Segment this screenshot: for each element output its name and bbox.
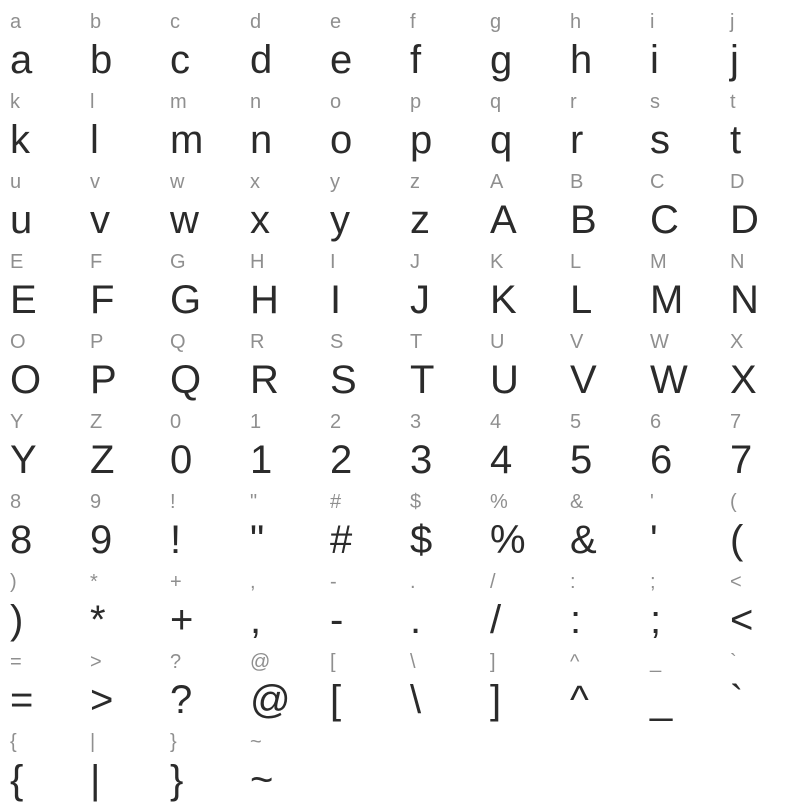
glyph-label: d [250, 11, 262, 33]
glyph-preview: * [90, 598, 106, 642]
glyph-label: [ [330, 651, 336, 673]
glyph-preview: , [250, 598, 262, 642]
glyph-preview: ^ [570, 678, 589, 722]
glyph-cell [410, 560, 490, 640]
glyph-preview: ( [730, 518, 744, 562]
glyph-cell [170, 240, 250, 320]
glyph-cell [570, 640, 650, 720]
glyph-label: h [570, 11, 582, 33]
glyph-label: 6 [650, 411, 662, 433]
glyph-cell [410, 0, 490, 80]
glyph-preview: P [90, 358, 117, 402]
glyph-label: F [90, 251, 103, 273]
glyph-label: R [250, 331, 265, 353]
glyph-preview: ! [170, 518, 182, 562]
glyph-cell [490, 640, 570, 720]
glyph-cell [250, 0, 330, 80]
glyph-preview: j [730, 38, 739, 82]
glyph-cell [330, 240, 410, 320]
glyph-label: 0 [170, 411, 182, 433]
glyph-cell [490, 560, 570, 640]
glyph-preview: T [410, 358, 435, 402]
glyph-preview: ' [650, 518, 658, 562]
glyph-label: v [90, 171, 100, 193]
glyph-cell [410, 240, 490, 320]
glyph-preview: 7 [730, 438, 753, 482]
glyph-cell [170, 80, 250, 160]
glyph-preview: < [730, 598, 754, 642]
glyph-label: , [250, 571, 256, 593]
glyph-preview: \ [410, 678, 422, 722]
glyph-label: A [490, 171, 504, 193]
glyph-preview: N [730, 278, 759, 322]
glyph-label: 5 [570, 411, 582, 433]
glyph-cell [330, 480, 410, 560]
glyph-preview: + [170, 598, 194, 642]
glyph-cell [10, 400, 90, 480]
glyph-label: t [730, 91, 736, 113]
glyph-cell [650, 0, 730, 80]
glyph-label: % [490, 491, 508, 513]
glyph-cell [570, 400, 650, 480]
glyph-preview: L [570, 278, 593, 322]
glyph-cell [90, 240, 170, 320]
glyph-preview: U [490, 358, 519, 402]
glyph-label: ~ [250, 731, 262, 753]
glyph-cell [170, 0, 250, 80]
glyph-preview: f [410, 38, 422, 82]
glyph-preview: i [650, 38, 659, 82]
glyph-label: L [570, 251, 582, 273]
glyph-cell [330, 160, 410, 240]
glyph-cell [250, 720, 330, 800]
glyph-cell [730, 560, 800, 640]
glyph-cell [410, 80, 490, 160]
glyph-preview: t [730, 118, 742, 162]
glyph-cell [10, 560, 90, 640]
glyph-preview: V [570, 358, 597, 402]
glyph-cell [90, 160, 170, 240]
glyph-label: ` [730, 651, 737, 673]
glyph-cell [410, 400, 490, 480]
glyph-preview: D [730, 198, 759, 242]
glyph-label: z [410, 171, 420, 193]
glyph-label: . [410, 571, 416, 593]
glyph-preview: " [250, 518, 265, 562]
glyph-label: M [650, 251, 667, 273]
glyph-preview: F [90, 278, 115, 322]
glyph-preview: { [10, 758, 24, 802]
glyph-label: * [90, 571, 98, 593]
glyph-cell [90, 320, 170, 400]
glyph-cell [330, 640, 410, 720]
glyph-preview: r [570, 118, 584, 162]
glyph-preview: > [90, 678, 114, 722]
glyph-label: k [10, 91, 20, 113]
glyph-preview: - [330, 598, 344, 642]
glyph-preview: z [410, 198, 430, 242]
glyph-cell [730, 320, 800, 400]
glyph-cell [170, 320, 250, 400]
glyph-cell [410, 640, 490, 720]
glyph-preview: b [90, 38, 113, 82]
glyph-label: I [330, 251, 336, 273]
glyph-label: e [330, 11, 342, 33]
glyph-cell [10, 80, 90, 160]
glyph-label: Y [10, 411, 24, 433]
glyph-label: r [570, 91, 577, 113]
glyph-preview: = [10, 678, 34, 722]
glyph-label: 9 [90, 491, 102, 513]
glyph-preview: R [250, 358, 279, 402]
glyph-cell [330, 0, 410, 80]
glyph-cell [10, 320, 90, 400]
glyph-preview: Q [170, 358, 202, 402]
glyph-label: } [170, 731, 177, 753]
glyph-label: ) [10, 571, 17, 593]
glyph-label: 1 [250, 411, 262, 433]
glyph-cell [10, 640, 90, 720]
glyph-preview: @ [250, 678, 291, 722]
glyph-label: Q [170, 331, 186, 353]
glyph-cell [250, 320, 330, 400]
glyph-label: W [650, 331, 669, 353]
glyph-label: y [330, 171, 340, 193]
glyph-label: 8 [10, 491, 22, 513]
glyph-preview: $ [410, 518, 433, 562]
glyph-preview: g [490, 38, 513, 82]
glyph-cell [490, 240, 570, 320]
glyph-label: : [570, 571, 576, 593]
glyph-preview: / [490, 598, 502, 642]
glyph-preview: q [490, 118, 513, 162]
glyph-cell [250, 480, 330, 560]
glyph-cell [730, 240, 800, 320]
glyph-label: < [730, 571, 742, 593]
glyph-preview: S [330, 358, 357, 402]
glyph-preview: [ [330, 678, 342, 722]
glyph-label: T [410, 331, 423, 353]
glyph-preview: ] [490, 678, 502, 722]
glyph-cell [650, 400, 730, 480]
glyph-label: b [90, 11, 102, 33]
glyph-label: ] [490, 651, 496, 673]
glyph-label: G [170, 251, 186, 273]
glyph-preview: ` [730, 678, 744, 722]
glyph-label: o [330, 91, 342, 113]
glyph-preview: | [90, 758, 101, 802]
glyph-cell [730, 400, 800, 480]
glyph-label: > [90, 651, 102, 673]
glyph-label: V [570, 331, 584, 353]
glyph-cell [490, 480, 570, 560]
glyph-cell [730, 480, 800, 560]
glyph-label: s [650, 91, 660, 113]
glyph-label: H [250, 251, 265, 273]
glyph-preview: M [650, 278, 684, 322]
glyph-preview: # [330, 518, 353, 562]
glyph-cell [570, 80, 650, 160]
glyph-label: ; [650, 571, 656, 593]
glyph-cell [410, 320, 490, 400]
glyph-preview: x [250, 198, 270, 242]
glyph-cell [90, 560, 170, 640]
glyph-preview: I [330, 278, 342, 322]
glyph-cell [570, 560, 650, 640]
glyph-cell [250, 80, 330, 160]
glyph-preview: e [330, 38, 353, 82]
glyph-preview: E [10, 278, 37, 322]
glyph-cell [330, 560, 410, 640]
glyph-label: 7 [730, 411, 742, 433]
glyph-preview: Z [90, 438, 115, 482]
glyph-preview: Y [10, 438, 37, 482]
glyph-preview: u [10, 198, 33, 242]
glyph-cell [170, 720, 250, 800]
glyph-cell [250, 560, 330, 640]
glyph-label: j [730, 11, 735, 33]
glyph-label: \ [410, 651, 416, 673]
glyph-label: u [10, 171, 22, 193]
glyph-label: B [570, 171, 584, 193]
glyph-cell [570, 240, 650, 320]
glyph-preview: 5 [570, 438, 593, 482]
glyph-preview: G [170, 278, 202, 322]
glyph-cell [170, 480, 250, 560]
glyph-cell [170, 160, 250, 240]
glyph-cell [490, 320, 570, 400]
glyph-preview: ~ [250, 758, 274, 802]
glyph-preview: } [170, 758, 184, 802]
glyph-preview: 9 [90, 518, 113, 562]
glyph-label: - [330, 571, 337, 593]
glyph-label: _ [650, 651, 662, 673]
glyph-label: @ [250, 651, 271, 673]
glyph-preview: X [730, 358, 757, 402]
glyph-cell [90, 80, 170, 160]
glyph-label: + [170, 571, 182, 593]
glyph-label: C [650, 171, 665, 193]
glyph-cell [650, 160, 730, 240]
glyph-cell [10, 240, 90, 320]
glyph-label: a [10, 11, 22, 33]
glyph-preview: h [570, 38, 593, 82]
glyph-cell [410, 160, 490, 240]
glyph-cell [250, 160, 330, 240]
glyph-cell [10, 480, 90, 560]
glyph-cell [570, 320, 650, 400]
glyph-cell [10, 160, 90, 240]
glyph-preview: o [330, 118, 353, 162]
glyph-label: w [170, 171, 185, 193]
glyph-preview: k [10, 118, 30, 162]
glyph-preview: s [650, 118, 670, 162]
glyph-cell [490, 80, 570, 160]
glyph-cell [250, 400, 330, 480]
glyph-cell [250, 240, 330, 320]
glyph-cell [250, 640, 330, 720]
glyph-preview: 1 [250, 438, 273, 482]
glyph-label: D [730, 171, 745, 193]
glyph-label: f [410, 11, 416, 33]
glyph-preview: H [250, 278, 279, 322]
glyph-label: O [10, 331, 26, 353]
glyph-label: J [410, 251, 420, 273]
glyph-label: P [90, 331, 104, 353]
glyph-label: ^ [570, 651, 580, 673]
glyph-cell [570, 0, 650, 80]
glyph-preview: 8 [10, 518, 33, 562]
glyph-cell [650, 240, 730, 320]
glyph-cell [90, 0, 170, 80]
glyph-preview: v [90, 198, 110, 242]
glyph-cell [90, 480, 170, 560]
glyph-label: K [490, 251, 504, 273]
glyph-label: i [650, 11, 655, 33]
glyph-cell [730, 640, 800, 720]
glyph-preview: ) [10, 598, 24, 642]
glyph-preview: l [90, 118, 99, 162]
glyph-cell [490, 0, 570, 80]
glyph-preview: ? [170, 678, 193, 722]
glyph-cell [650, 560, 730, 640]
glyph-preview: W [650, 358, 688, 402]
glyph-label: | [90, 731, 96, 753]
glyph-preview: 0 [170, 438, 193, 482]
glyph-label: ( [730, 491, 737, 513]
glyph-label: 4 [490, 411, 502, 433]
glyph-label: Z [90, 411, 103, 433]
glyph-label: ! [170, 491, 176, 513]
glyph-preview: d [250, 38, 273, 82]
glyph-preview: m [170, 118, 204, 162]
glyph-preview: 4 [490, 438, 513, 482]
glyph-cell [90, 640, 170, 720]
glyph-cell [330, 80, 410, 160]
glyph-label: / [490, 571, 496, 593]
glyph-label: U [490, 331, 505, 353]
glyph-label: " [250, 491, 258, 513]
glyph-label: = [10, 651, 22, 673]
glyph-preview: J [410, 278, 430, 322]
glyph-preview: c [170, 38, 190, 82]
glyph-cell [410, 480, 490, 560]
glyph-preview: & [570, 518, 597, 562]
glyph-preview: B [570, 198, 597, 242]
glyph-label: 2 [330, 411, 342, 433]
glyph-cell [10, 0, 90, 80]
glyph-cell [730, 0, 800, 80]
glyph-preview: % [490, 518, 526, 562]
glyph-label: n [250, 91, 262, 113]
glyph-cell [490, 400, 570, 480]
glyph-label: ? [170, 651, 182, 673]
glyph-cell [730, 160, 800, 240]
glyph-cell [170, 560, 250, 640]
glyph-label: N [730, 251, 745, 273]
glyph-preview: C [650, 198, 679, 242]
glyph-cell [90, 400, 170, 480]
glyph-cell [650, 480, 730, 560]
glyph-label: E [10, 251, 24, 273]
glyph-preview: n [250, 118, 273, 162]
glyph-label: c [170, 11, 180, 33]
glyph-label: $ [410, 491, 422, 513]
glyph-cell [490, 160, 570, 240]
glyph-label: ' [650, 491, 654, 513]
glyph-cell [330, 320, 410, 400]
glyph-preview: _ [650, 678, 673, 722]
glyph-cell [650, 640, 730, 720]
glyph-label: X [730, 331, 744, 353]
glyph-preview: A [490, 198, 517, 242]
glyph-cell [650, 320, 730, 400]
glyph-label: & [570, 491, 584, 513]
glyph-preview: O [10, 358, 42, 402]
glyph-preview: y [330, 198, 350, 242]
glyph-label: x [250, 171, 260, 193]
glyph-preview: . [410, 598, 422, 642]
glyph-preview: 3 [410, 438, 433, 482]
glyph-preview: K [490, 278, 517, 322]
glyph-preview: p [410, 118, 433, 162]
glyph-label: 3 [410, 411, 422, 433]
glyph-label: # [330, 491, 342, 513]
glyph-cell [570, 480, 650, 560]
glyph-cell [730, 80, 800, 160]
glyph-cell [90, 720, 170, 800]
glyph-cell [10, 720, 90, 800]
glyph-label: g [490, 11, 502, 33]
glyph-label: { [10, 731, 17, 753]
glyph-cell [570, 160, 650, 240]
glyph-cell [170, 640, 250, 720]
glyph-label: m [170, 91, 187, 113]
glyph-cell [330, 400, 410, 480]
glyph-preview: a [10, 38, 33, 82]
glyph-cell [170, 400, 250, 480]
glyph-label: S [330, 331, 344, 353]
glyph-preview: 6 [650, 438, 673, 482]
glyph-label: p [410, 91, 422, 113]
glyph-cell [650, 80, 730, 160]
glyph-preview: 2 [330, 438, 353, 482]
glyph-label: q [490, 91, 502, 113]
glyph-preview: : [570, 598, 582, 642]
glyph-preview: w [170, 198, 199, 242]
glyph-preview: ; [650, 598, 662, 642]
glyph-label: l [90, 91, 95, 113]
